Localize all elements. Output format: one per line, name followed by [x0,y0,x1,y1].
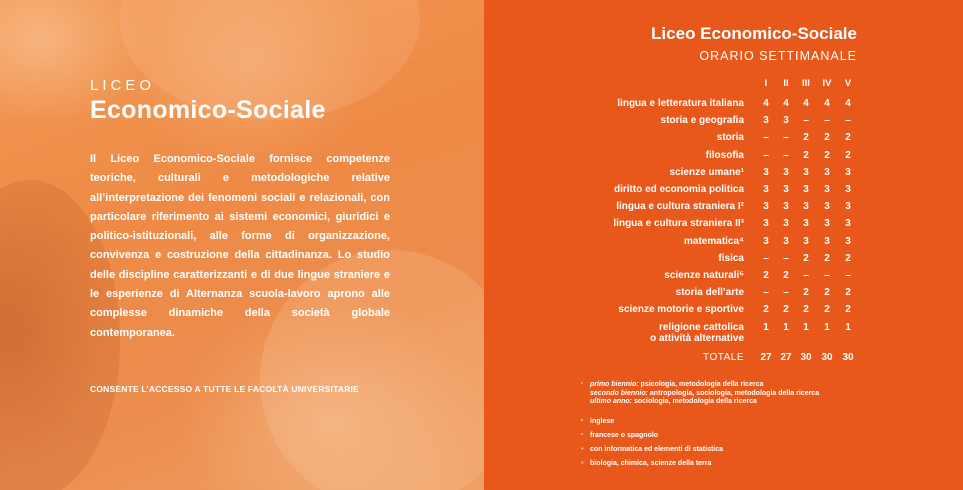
footnote-term: primo biennio: [590,381,639,388]
subject-label: scienze naturali⁵ [664,270,744,281]
table-row [484,132,963,149]
hours-cell: – [803,270,809,281]
hours-cell: 2 [783,270,789,281]
footnote-text: sociologia, metodologia della ricerca [632,398,757,405]
hours-cell: – [783,253,789,264]
hours-cell: 2 [763,304,769,315]
hours-cell: – [803,115,809,126]
schedule-subtitle: ORARIO SETTIMANALE [699,49,857,63]
footnote-term: secondo biennio: [590,389,648,397]
hours-cell: 3 [763,201,769,212]
hours-cell: 3 [763,167,769,178]
hours-cell: 3 [803,167,809,178]
hours-cell: – [763,132,769,143]
footnote-number: ⁵ [581,461,584,467]
hours-cell: – [763,287,769,298]
hours-cell: 2 [803,304,809,315]
hours-cell: – [783,150,789,161]
hours-cell: 3 [845,236,851,247]
hours-cell: – [763,150,769,161]
hours-cell: – [783,132,789,143]
hours-cell: 3 [803,236,809,247]
hours-cell: 3 [845,218,851,229]
subject-label: matematica⁴ [684,236,744,247]
hours-cell: 2 [845,132,851,143]
hours-cell: 2 [845,287,851,298]
subject-label: fisica [718,253,744,264]
hours-cell: 3 [783,218,789,229]
hours-cell: 3 [763,218,769,229]
hours-cell: – [783,287,789,298]
heading-block [90,77,390,125]
hours-cell: – [824,270,830,281]
footnote-text: con informatica ed elementi di statistica [590,446,724,453]
hours-cell: 3 [783,201,789,212]
hours-cell: – [824,115,830,126]
total-cell: 30 [842,352,854,363]
hours-cell: 4 [824,98,830,109]
hours-cell: 3 [763,184,769,195]
footnote-text: francese o spagnolo [590,432,659,439]
table-row [484,253,963,270]
hours-cell: 4 [845,98,851,109]
table-row [484,115,963,132]
year-header: I [764,78,768,89]
subject-label: filosofia [705,150,744,161]
kicker: LICEO [90,77,156,94]
subject-label-line: religione cattolica [658,322,744,333]
footnote-number: ¹ [581,382,583,388]
table-row [484,184,963,201]
hours-cell: 2 [803,253,809,264]
hours-cell: 2 [783,304,789,315]
table-row [484,236,963,253]
hours-cell: 2 [763,270,769,281]
subject-label: lingua e cultura straniera I² [616,201,744,212]
footnote-text: inglese [590,418,615,425]
access-note: CONSENTE L’ACCESSO A TUTTE LE FACOLTÀ UNIVERSITARIE [90,384,359,394]
hours-cell: 2 [824,150,830,161]
year-header: V [844,78,852,89]
footnote-number: ³ [581,433,583,439]
hours-cell: 2 [824,287,830,298]
hours-cell: 2 [845,253,851,264]
subject-label: diritto ed economia politica [613,184,744,195]
hours-cell: 3 [824,218,830,229]
hours-cell: 2 [803,287,809,298]
hours-cell: 3 [845,201,851,212]
hours-cell: 3 [824,167,830,178]
hours-cell: 3 [824,184,830,195]
hours-cell: – [845,270,851,281]
hours-cell: 3 [763,115,769,126]
hours-cell: – [845,115,851,126]
hours-cell: 3 [803,218,809,229]
table-row [484,201,963,218]
subject-label: storia [716,132,744,143]
hours-cell: 3 [783,236,789,247]
hours-cell: 3 [783,184,789,195]
subject-label: lingua e letteratura italiana [617,98,744,109]
hours-cell: 1 [803,322,809,333]
subject-label [650,322,744,344]
intro-paragraph: Il Liceo Economico-Sociale fornisce competenze teoriche, culturali e metodologiche relative all’interpretazione dei fenomeni sociali e relazionali, con particolare riferimento ai sistemi economici, giuridici e politico-istituzionali, alle forme di organizzazione, convivenza e costruzione della cittadinanza. Lo studio delle discipline caratterizzanti e di due lingue straniere e le esperienze di Alternanza scuola-lavoro aprono alle complesse dinamiche della società globale contemporanea. [90,153,390,339]
subject-label: scienze umane¹ [669,167,744,178]
year-header: IV [822,78,832,89]
hours-cell: 1 [845,322,851,333]
hours-cell: 2 [803,132,809,143]
table-row [484,218,963,235]
hours-cell: 1 [763,322,769,333]
hours-cell: 1 [824,322,830,333]
table-row [484,167,963,184]
year-header: II [783,78,789,89]
subject-label: storia e geografia [660,115,744,126]
total-row [484,352,963,369]
hours-cell: 2 [845,150,851,161]
footnote-term: ultimo anno: [590,398,632,405]
subject-label-line: o attività alternative [650,333,744,344]
hours-cell: 3 [763,236,769,247]
subject-label: lingua e cultura straniera II³ [613,218,744,229]
hours-cell: 3 [845,167,851,178]
hours-cell: 3 [783,167,789,178]
hours-cell: 4 [763,98,769,109]
table-row [484,98,963,115]
table-row [484,150,963,167]
hours-cell: 3 [824,201,830,212]
hours-cell: 4 [783,98,789,109]
subject-label: storia dell’arte [675,287,744,298]
hours-cell: 3 [824,236,830,247]
hours-cell: 3 [803,184,809,195]
hours-cell: 2 [824,132,830,143]
total-cell: 30 [821,352,833,363]
table-row [484,322,963,346]
subject-label: scienze motorie e sportive [618,304,744,315]
hours-cell: 2 [824,253,830,264]
footnote-text: biologia, chimica, scienze della terra [590,460,712,467]
hours-cell: 2 [824,304,830,315]
table-row [484,287,963,304]
total-cell: 30 [800,352,812,363]
hours-cell: 3 [845,184,851,195]
footnote-text: antropologia, sociologia, metodologia della ricerca [647,389,820,397]
total-cell: 27 [760,352,772,363]
hours-cell: 4 [803,98,809,109]
footnote-number: ⁴ [581,447,584,453]
year-header: III [802,78,810,89]
hours-cell: 3 [803,201,809,212]
total-label: TOTALE [703,352,744,363]
hours-cell: 1 [783,322,789,333]
hours-cell: 2 [845,304,851,315]
schedule-panel [484,0,963,490]
hours-cell: 3 [783,115,789,126]
hours-cell: – [763,253,769,264]
hours-cell: 2 [803,150,809,161]
page-title: Economico-Sociale [90,96,326,124]
total-cell: 27 [780,352,792,363]
schedule-title: Liceo Economico-Sociale [651,24,857,43]
table-header [484,78,963,95]
footnote-number: ² [581,419,583,425]
table-row [484,304,963,321]
table-row [484,270,963,287]
footnote-text: psicologia, metodologia della ricerca [638,381,764,388]
